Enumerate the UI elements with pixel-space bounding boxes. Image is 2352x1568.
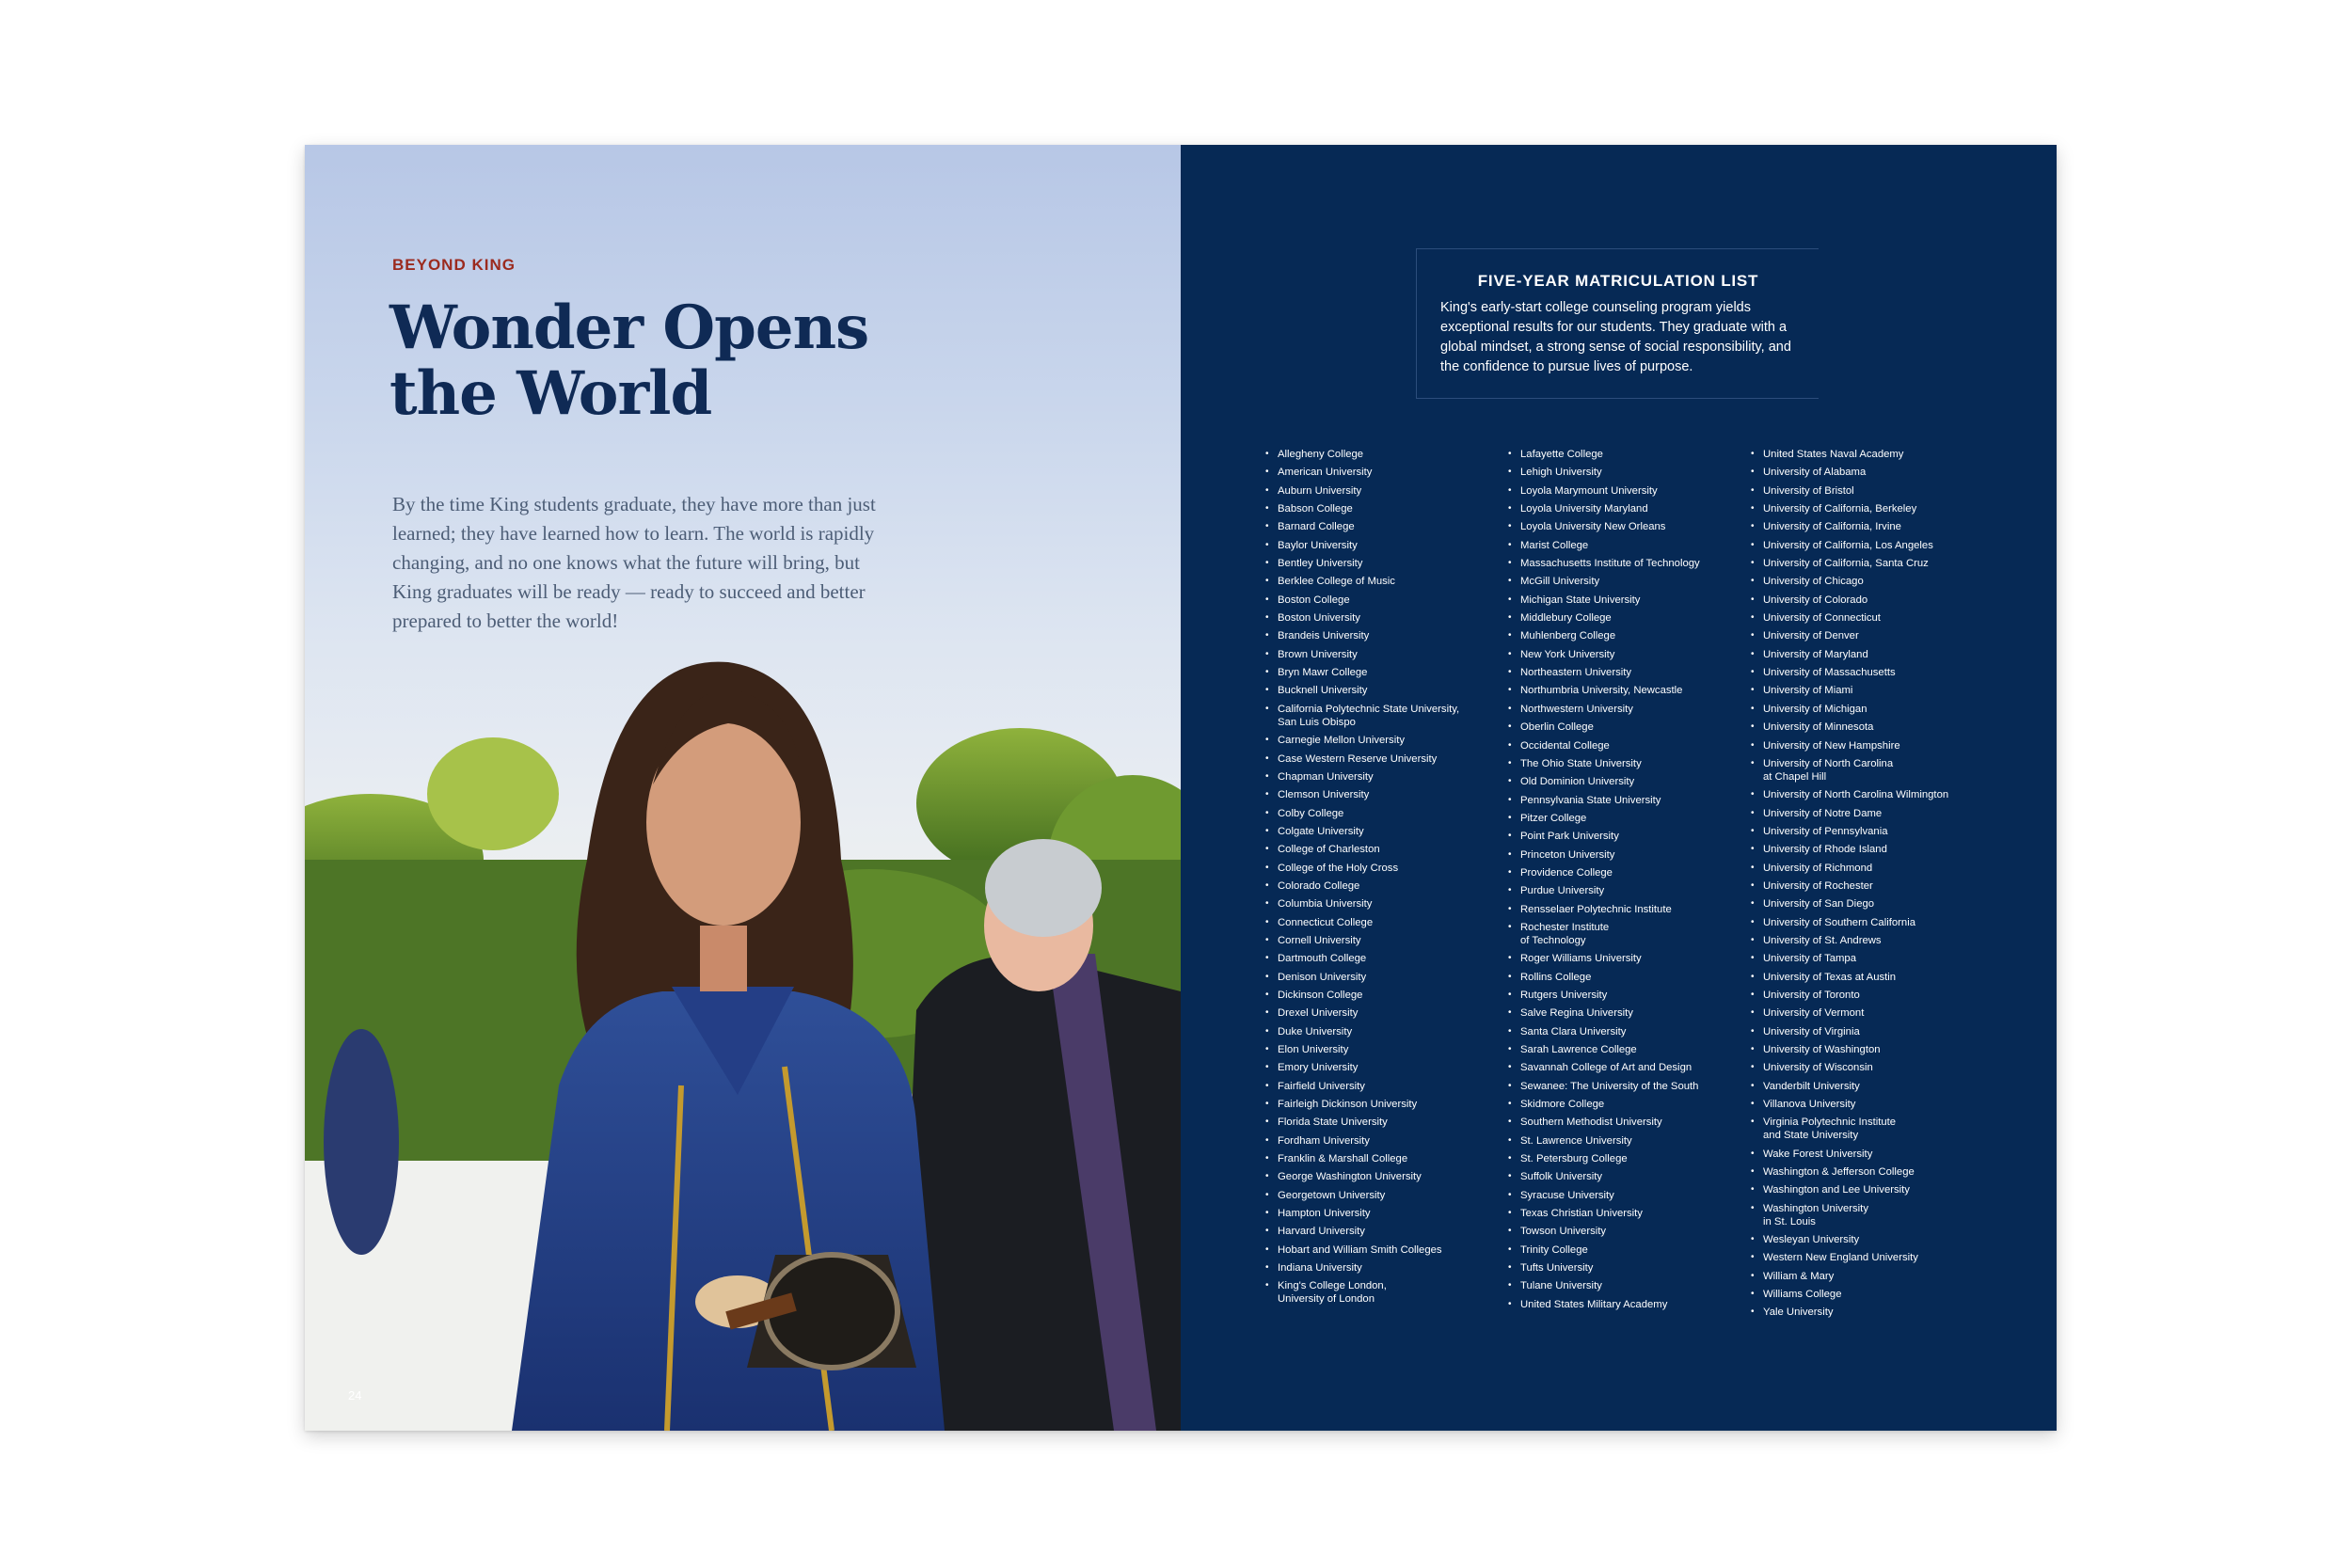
university-list-item: • University of California, Los Angeles [1751,539,1986,552]
university-list-item: • Providence College [1508,866,1743,879]
university-list-item: • University of Toronto [1751,989,1986,1002]
page-number: 24 [348,1388,362,1402]
university-list-item: • Muhlenberg College [1508,629,1743,642]
university-list-column-3 [1751,448,1986,1324]
university-list-item: • University of Virginia [1751,1025,1986,1038]
university-list-item: • Boston College [1265,594,1501,607]
university-list-item: • Michigan State University [1508,594,1743,607]
university-list-item: • Savannah College of Art and Design [1508,1061,1743,1074]
university-list-item: • University of North Carolina at Chapel Hill [1751,757,1986,784]
university-list-item: • Santa Clara University [1508,1025,1743,1038]
university-list-item: • Lehigh University [1508,466,1743,479]
university-list-item: • Hobart and William Smith Colleges [1265,1243,1501,1257]
university-list-item: • College of Charleston [1265,843,1501,856]
university-list-item: • Allegheny College [1265,448,1501,461]
university-list-item: • United States Naval Academy [1751,448,1986,461]
university-list-item: • Pitzer College [1508,812,1743,825]
university-list-item: • University of San Diego [1751,897,1986,911]
university-list-item: • Emory University [1265,1061,1501,1074]
university-list-item: • University of Texas at Austin [1751,971,1986,984]
university-list-item: • Tulane University [1508,1279,1743,1292]
university-list-item: • Wesleyan University [1751,1233,1986,1246]
university-list-item: • University of Rhode Island [1751,843,1986,856]
university-list-item: • Northeastern University [1508,666,1743,679]
university-list-item: • University of St. Andrews [1751,934,1986,947]
university-list-item: • University of California, Irvine [1751,520,1986,533]
university-list-item: • Harvard University [1265,1225,1501,1238]
university-list-item: • Vanderbilt University [1751,1080,1986,1093]
university-list-item: • Berklee College of Music [1265,575,1501,588]
university-list-item: • Old Dominion University [1508,775,1743,788]
university-list-item: • Loyola University Maryland [1508,502,1743,515]
university-list-column-1 [1265,448,1501,1311]
university-list-item: • University of Richmond [1751,862,1986,875]
university-list-item: • University of Wisconsin [1751,1061,1986,1074]
intro-paragraph: By the time King students graduate, they have more than just learned; they have learned how to learn. The world is rapidly changing, and no one knows what the future will bring, but King graduates will be ready — ready to succeed and better prepared to better the world! [392,493,876,632]
university-list-item: • Chapman University [1265,770,1501,784]
university-list-item: • Oberlin College [1508,721,1743,734]
university-list-item: • University of Pennsylvania [1751,825,1986,838]
university-list-item: • Wake Forest University [1751,1148,1986,1161]
university-list-item: • St. Lawrence University [1508,1134,1743,1148]
callout-title: FIVE-YEAR MATRICULATION LIST [1477,272,1759,290]
university-list-item: • University of Notre Dame [1751,807,1986,820]
university-list-item: • Syracuse University [1508,1189,1743,1202]
university-list-item: • Occidental College [1508,739,1743,752]
university-list-item: • Bryn Mawr College [1265,666,1501,679]
university-list-item: • Salve Regina University [1508,1006,1743,1020]
university-list-item: • Connecticut College [1265,916,1501,929]
university-list-item: • Massachusetts Institute of Technology [1508,557,1743,570]
university-list-item: • University of North Carolina Wilmington [1751,788,1986,801]
university-list-item: • University of California, Santa Cruz [1751,557,1986,570]
university-list-item: • Loyola University New Orleans [1508,520,1743,533]
magazine-spread [305,145,2057,1431]
university-list-item: • Skidmore College [1508,1098,1743,1111]
university-list-item: • Bentley University [1265,557,1501,570]
university-list-item: • Elon University [1265,1043,1501,1056]
university-list-item: • Dartmouth College [1265,952,1501,965]
university-list-item: • Villanova University [1751,1098,1986,1111]
university-list-item: • Point Park University [1508,830,1743,843]
university-list-item: • King's College London, University of London [1265,1279,1501,1306]
university-list-item: • Northwestern University [1508,703,1743,716]
university-list-item: • The Ohio State University [1508,757,1743,770]
university-list-item: • Southern Methodist University [1508,1116,1743,1129]
university-list-item: • University of California, Berkeley [1751,502,1986,515]
university-list-item: • University of Tampa [1751,952,1986,965]
matriculation-callout [1416,248,1819,399]
university-list-item: • St. Petersburg College [1508,1152,1743,1165]
university-list-item: • Colorado College [1265,879,1501,893]
university-list-item: • University of Chicago [1751,575,1986,588]
university-list-item: • University of Connecticut [1751,611,1986,625]
university-list-item: • Auburn University [1265,484,1501,498]
university-list-item: • University of Miami [1751,684,1986,697]
university-list-column-2 [1508,448,1743,1316]
university-list-item: • Barnard College [1265,520,1501,533]
university-list-item: • Yale University [1751,1306,1986,1319]
university-list-item: • Sarah Lawrence College [1508,1043,1743,1056]
university-list-item: • Rochester Institute of Technology [1508,921,1743,947]
university-list-item: • University of Alabama [1751,466,1986,479]
university-list-item: • California Polytechnic State University, San Luis Obispo [1265,703,1501,729]
university-list-item: • Fairleigh Dickinson University [1265,1098,1501,1111]
university-list-item: • University of Michigan [1751,703,1986,716]
university-list-item: • Brown University [1265,648,1501,661]
university-list-item: • Colby College [1265,807,1501,820]
university-list-item: • Franklin & Marshall College [1265,1152,1501,1165]
university-list-item: • Case Western Reserve University [1265,752,1501,766]
page-headline: Wonder Opens the World [389,293,869,429]
university-list-item: • Drexel University [1265,1006,1501,1020]
university-list-item: • University of Southern California [1751,916,1986,929]
university-list-item: • Georgetown University [1265,1189,1501,1202]
university-list-item: • Pennsylvania State University [1508,794,1743,807]
university-list-item: • Fairfield University [1265,1080,1501,1093]
university-list-item: • Indiana University [1265,1261,1501,1275]
university-list-item: • Duke University [1265,1025,1501,1038]
university-list-item: • Western New England University [1751,1251,1986,1264]
university-list-item: • Texas Christian University [1508,1207,1743,1220]
university-list-item: • Princeton University [1508,848,1743,862]
university-list-item: • Denison University [1265,971,1501,984]
university-list-item: • Washington & Jefferson College [1751,1165,1986,1179]
university-list-item: • McGill University [1508,575,1743,588]
university-list-item: • Marist College [1508,539,1743,552]
university-list-item: • Boston University [1265,611,1501,625]
callout-text: King's early-start college counseling program yields exceptional results for our students. They graduate with a global mindset, a strong sense of social responsibility, and the confidence to pursue lives of purpose. [1440,300,1791,374]
university-list-item: • Dickinson College [1265,989,1501,1002]
university-list-item: • Williams College [1751,1288,1986,1301]
university-list-item: • Bucknell University [1265,684,1501,697]
university-list-item: • University of Maryland [1751,648,1986,661]
university-list-item: • Lafayette College [1508,448,1743,461]
university-list-item: • Cornell University [1265,934,1501,947]
university-list-item: • University of Rochester [1751,879,1986,893]
university-list-item: • Hampton University [1265,1207,1501,1220]
university-list-item: • Suffolk University [1508,1170,1743,1183]
university-list-item: • Brandeis University [1265,629,1501,642]
university-list-item: • George Washington University [1265,1170,1501,1183]
section-kicker: BEYOND KING [392,256,516,274]
university-list-item: • Virginia Polytechnic Institute and State University [1751,1116,1986,1142]
university-list-item: • Carnegie Mellon University [1265,734,1501,747]
university-list-item: • American University [1265,466,1501,479]
university-list-item: • New York University [1508,648,1743,661]
university-list-item: • Rollins College [1508,971,1743,984]
university-list-item: • Colgate University [1265,825,1501,838]
university-list-item: • University of Massachusetts [1751,666,1986,679]
university-list-item: • Washington University in St. Louis [1751,1202,1986,1228]
university-list-item: • Loyola Marymount University [1508,484,1743,498]
university-list-item: • Purdue University [1508,884,1743,897]
university-list-item: • Rutgers University [1508,989,1743,1002]
left-page [305,145,1181,1431]
university-list-item: • Fordham University [1265,1134,1501,1148]
university-list-item: • University of Bristol [1751,484,1986,498]
university-list-item: • Sewanee: The University of the South [1508,1080,1743,1093]
university-list-item: • Rensselaer Polytechnic Institute [1508,903,1743,916]
university-list-item: • Baylor University [1265,539,1501,552]
university-list-item: • Roger Williams University [1508,952,1743,965]
university-list-item: • University of Washington [1751,1043,1986,1056]
university-list-item: • Washington and Lee University [1751,1183,1986,1196]
university-list-item: • University of Vermont [1751,1006,1986,1020]
university-list-item: • Florida State University [1265,1116,1501,1129]
university-list-item: • Tufts University [1508,1261,1743,1275]
university-list-item: • University of Colorado [1751,594,1986,607]
university-list-item: • College of the Holy Cross [1265,862,1501,875]
university-list-item: • University of Minnesota [1751,721,1986,734]
university-list-item: • Northumbria University, Newcastle [1508,684,1743,697]
university-list-item: • Trinity College [1508,1243,1743,1257]
university-list-item: • Columbia University [1265,897,1501,911]
university-list-item: • United States Military Academy [1508,1298,1743,1311]
university-list-item: • Clemson University [1265,788,1501,801]
university-list-item: • University of Denver [1751,629,1986,642]
university-list-item: • Babson College [1265,502,1501,515]
right-page [1181,145,2057,1431]
university-list-item: • Middlebury College [1508,611,1743,625]
university-list-item: • Towson University [1508,1225,1743,1238]
university-list-item: • William & Mary [1751,1270,1986,1283]
university-list-item: • University of New Hampshire [1751,739,1986,752]
